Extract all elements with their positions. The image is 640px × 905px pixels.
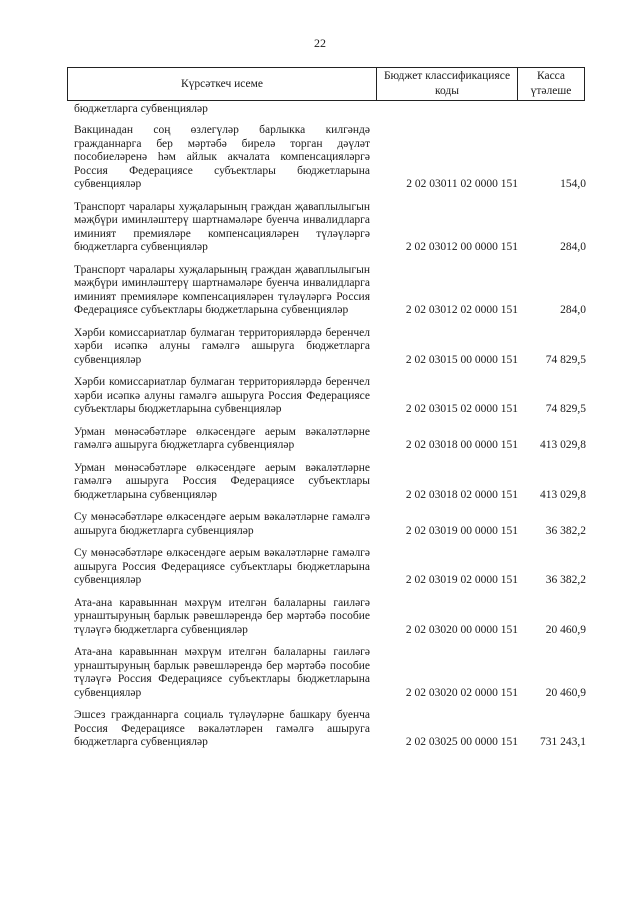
row-indicator-name: Эшсез гражданнарга социаль түләүләрне башкару буенча Россия Федерациясе вәкаләтләрен гамәлгә ашыруга бюджетларга субвенцияләр bbox=[74, 709, 370, 748]
row-amount: 36 382,2 bbox=[545, 524, 586, 537]
table-row bbox=[74, 597, 586, 638]
row-budget-code: 2 02 03015 00 0000 151 bbox=[405, 353, 518, 366]
row-indicator-name: Транспорт чаралары хуҗаларының граждан җаваплылыгын мәҗбүри иминләштерү шартнамәләре буенча инвалидларга иминият премияләре компенсацияләрен түләүләргә Россия Федерациясе субъектлары бюджетларына субвенцияләр bbox=[74, 263, 370, 316]
row-budget-code: 2 02 03012 00 0000 151 bbox=[405, 241, 518, 253]
table-row bbox=[74, 462, 586, 503]
row-budget-code: 2 02 03015 02 0000 151 bbox=[405, 403, 518, 415]
row-budget-code: 2 02 03025 00 0000 151 bbox=[405, 736, 518, 748]
table-row bbox=[74, 201, 586, 255]
row-indicator-name: Урман мөнәсәбәтләре өлкәсендәге аерым вәкаләтләрне гамәлгә ашыруга Россия Федерациясе субъектлары бюджетларына субвенцияләр bbox=[74, 461, 370, 501]
table-row bbox=[74, 547, 586, 588]
row-amount: 284,0 bbox=[560, 241, 586, 253]
row-amount: 731 243,1 bbox=[540, 736, 586, 748]
header-cash-execution: Касса үтәлеше bbox=[530, 70, 572, 97]
row-indicator-name: Вакцинадан соң өзлегүләр барлыкка килгәндә гражданнарга бер мәртәбә бирелә торган дәүләт пособиеләренә һәм айлык акчалата компенсацияләргә Россия Федерациясе субъектлары бюджетларына субвенцияләр bbox=[74, 124, 370, 190]
table-row bbox=[74, 646, 586, 700]
row-indicator-name: Су мөнәсәбәтләре өлкәсендәге аерым вәкаләтләрне гамәлгә ашыруга бюджетларга субвенцияләр bbox=[74, 511, 370, 537]
header-indicator-name: Күрсәткеч исеме bbox=[68, 68, 377, 100]
row-indicator-name: Урман мөнәсәбәтләре өлкәсендәге аерым вәкаләтләрне гамәлгә ашыруга бюджетларга субвенцияләр bbox=[74, 425, 370, 451]
table-body bbox=[74, 124, 586, 759]
table-row bbox=[74, 709, 586, 750]
row-budget-code: 2 02 03018 02 0000 151 bbox=[405, 488, 518, 501]
row-indicator-name: Ата-ана каравыннан мәхрүм ителгән балаларны гаиләгә урнаштыруның барлык рәвешләрендә бер мәртәбә пособие түләүгә Россия Федерациясе субъектлары бюджетларына субвенцияләр bbox=[74, 646, 370, 699]
continued-text: бюджетларга субвенцияләр bbox=[74, 103, 208, 115]
row-amount: 74 829,5 bbox=[545, 403, 586, 415]
table-row bbox=[74, 511, 586, 538]
row-budget-code: 2 02 03020 02 0000 151 bbox=[405, 686, 518, 699]
row-amount: 413 029,8 bbox=[540, 488, 586, 501]
row-amount: 284,0 bbox=[560, 304, 586, 316]
row-budget-code: 2 02 03019 00 0000 151 bbox=[405, 524, 518, 537]
row-indicator-name: Су мөнәсәбәтләре өлкәсендәге аерым вәкаләтләрне гамәлгә ашыруга Россия Федерациясе субъектлары бюджетларына субвенцияләр bbox=[74, 547, 370, 586]
row-indicator-name: Транспорт чаралары хуҗаларының граждан җаваплылыгын мәҗбүри иминләштерү шартнамәләре буенча инвалидларга иминият премияләре компенсацияләрен түләүләргә бюджетларга субвенцияләр bbox=[74, 200, 370, 253]
header-budget-code: Бюджет классификациясе коды bbox=[377, 68, 518, 100]
row-indicator-name: Хәрби комиссариатлар булмаган территорияләрдә беренчел хәрби исәпкә алуны гамәлгә ашыруга Россия Федерациясе субъектлары бюджетларына субвенцияләр bbox=[74, 376, 370, 415]
row-amount: 20 460,9 bbox=[545, 623, 586, 636]
row-amount: 36 382,2 bbox=[545, 574, 586, 586]
table-header bbox=[67, 67, 585, 101]
table-row bbox=[74, 327, 586, 368]
table-row bbox=[74, 264, 586, 318]
table-row bbox=[74, 376, 586, 417]
row-amount: 74 829,5 bbox=[545, 353, 586, 366]
row-amount: 20 460,9 bbox=[545, 686, 586, 699]
row-indicator-name: Ата-ана каравыннан мәхрүм ителгән балаларны гаиләгә урнаштыруның барлык рәвешләрендә бер мәртәбә пособие түләүгә бюджетларга субвенцияләр bbox=[74, 596, 370, 636]
row-amount: 154,0 bbox=[560, 178, 586, 190]
page-number: 22 bbox=[314, 36, 326, 50]
row-budget-code: 2 02 03012 02 0000 151 bbox=[405, 304, 518, 316]
row-amount: 413 029,8 bbox=[540, 439, 586, 451]
row-budget-code: 2 02 03020 00 0000 151 bbox=[405, 623, 518, 636]
row-budget-code: 2 02 03019 02 0000 151 bbox=[405, 574, 518, 586]
table-row bbox=[74, 426, 586, 453]
row-budget-code: 2 02 03011 02 0000 151 bbox=[406, 178, 518, 190]
row-indicator-name: Хәрби комиссариатлар булмаган территорияләрдә беренчел хәрби исәпкә алуны гамәлгә ашыруга бюджетларга субвенцияләр bbox=[74, 326, 370, 366]
table-row bbox=[74, 124, 586, 192]
row-budget-code: 2 02 03018 00 0000 151 bbox=[405, 439, 518, 451]
